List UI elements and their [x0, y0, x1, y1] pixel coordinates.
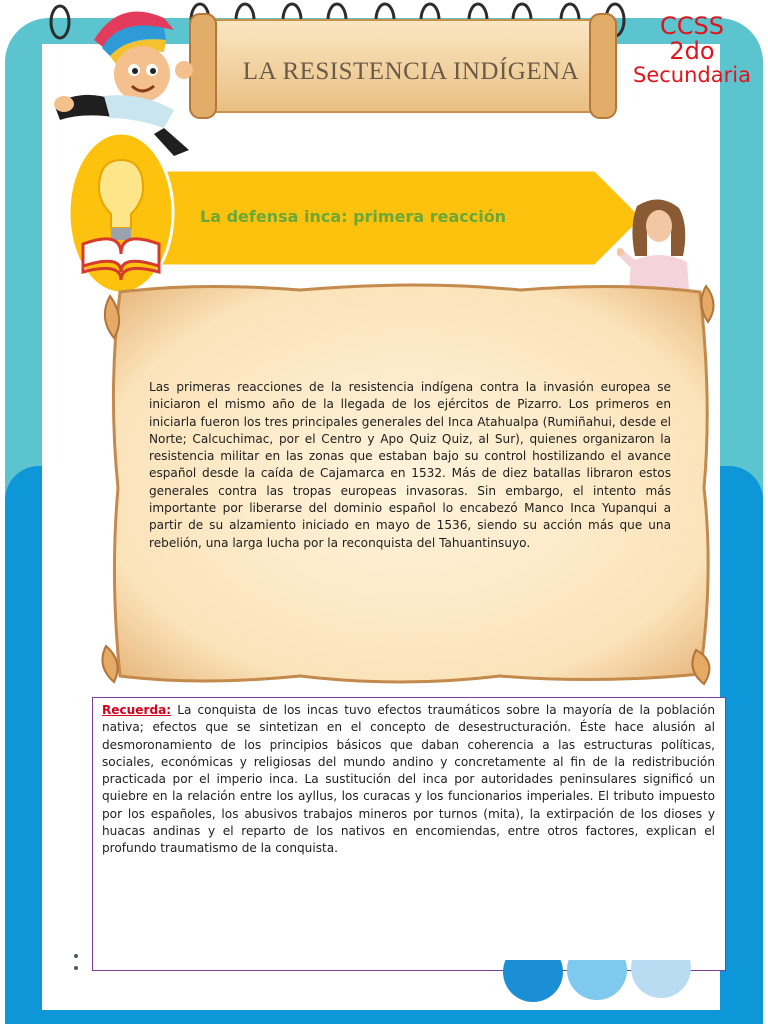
main-paragraph: Las primeras reacciones de la resistencia indígena contra la invasión europea se iniciaron el mismo año de la llegada de los ejércitos de Pizarro. Los primeros en iniciarla fueron los tres principales generales del Inca Atahualpa (Rumiñahui, desde el Norte; Calcuchimac, por el Centro y Apo Quiz Quiz, al Sur), quienes organizaron la resistencia militar en las zonas que estaban bajo su control hostilizando el avance español desde la caída de Cajamarca en 1532. Más de diez batallas libraron estos generales contra las tropas europeas invasoras. Sin embargo, el intento más importante por liberarse del dominio español lo encabezó Manco Inca Yupanqui a partir de su alzamiento iniciado en mayo de 1536, siendo su acción más que una rebelión, una larga lucha por la reconquista del Tahuantinsuyo. [149, 380, 671, 550]
lightbulb-book-icon [67, 132, 175, 294]
recuerda-label: Recuerda: [102, 703, 172, 717]
page-title: LA RESISTENCIA INDÍGENA [242, 58, 580, 85]
decorative-bubbles [495, 960, 705, 1010]
course-line-2: 2do [669, 37, 715, 66]
course-label [622, 14, 762, 86]
decorative-dots [70, 950, 90, 980]
section-title: La defensa inca: primera reacción [200, 207, 507, 226]
course-line-3: Secundaria [633, 63, 751, 88]
recuerda-text [102, 702, 715, 858]
recuerda-body: La conquista de los incas tuvo efectos traumáticos sobre la mayoría de la población nativa; efectos que se sintetizan en el concepto de desestructuración. Éste hace alusión al desmoronamiento de los principios básicos que daban coherencia a las estructuras políticas, sociales, económicas y religiosas del mundo andino y concretamente al fin de la redistribución practicada por el imperio inca. La sustitución del inca por autoridades peninsulares significó un quiebre en la relación entre los ayllus, los curacas y los funcionarios imperiales. El tributo impuesto por los españoles, los abusivos trabajos mineros por turnos (mita), la extirpación de los dioses y huacas andinas y el reparto de los nativos en encomiendas, entre otros factores, explican el profundo traumatismo de la conquista. [102, 703, 715, 856]
course-line-1: CCSS [660, 12, 724, 40]
